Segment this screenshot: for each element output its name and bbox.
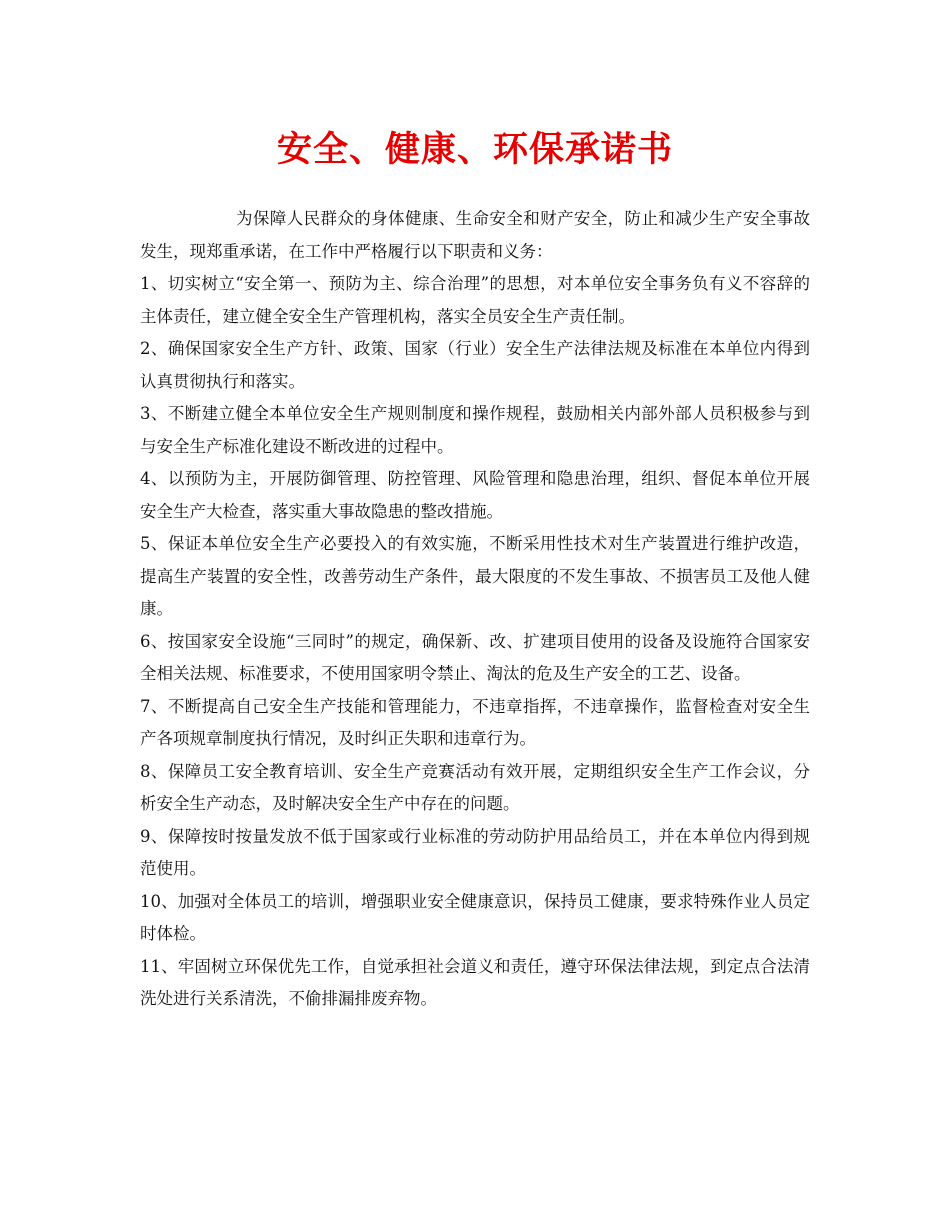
commitment-item: 7、不断提高自己安全生产技能和管理能力，不违章指挥，不违章操作，监督检查对安全生产各项规章制度执行情况，及时纠正失职和违章行为。 <box>140 696 810 748</box>
commitment-item: 8、保障员工安全教育培训、安全生产竞赛活动有效开展，定期组织安全生产工作会议，分析安全生产动态，及时解决安全生产中存在的问题。 <box>140 761 810 813</box>
commitment-item: 4、以预防为主，开展防御管理、防控管理、风险管理和隐患治理，组织、督促本单位开展安全生产大检查，落实重大事故隐患的整改措施。 <box>140 469 810 521</box>
commitment-item: 11、牢固树立环保优先工作，自觉承担社会道义和责任，遵守环保法律法规，到定点合法清洗处进行关系清洗，不偷排漏排废弃物。 <box>140 956 810 1008</box>
document-body <box>140 203 810 1016</box>
commitment-item: 2、确保国家安全生产方针、政策、国家（行业）安全生产法律法规及标准在本单位内得到认真贯彻执行和落实。 <box>140 339 810 391</box>
commitment-item: 10、加强对全体员工的培训，增强职业安全健康意识，保持员工健康，要求特殊作业人员定时体检。 <box>140 891 810 943</box>
commitment-item: 5、保证本单位安全生产必要投入的有效实施，不断采用性技术对生产装置进行维护改造，提高生产装置的安全性，改善劳动生产条件，最大限度的不发生事故、不损害员工及他人健康。 <box>140 534 810 618</box>
document-title: 安全、健康、环保承诺书 <box>276 129 673 170</box>
commitment-item: 1、切实树立“安全第一、预防为主、综合治理”的思想，对本单位安全事务负有义不容辞的主体责任，建立健全安全生产管理机构，落实全员安全生产责任制。 <box>140 274 810 326</box>
commitment-item: 3、不断建立健全本单位安全生产规则制度和操作规程，鼓励相关内部外部人员积极参与到与安全生产标准化建设不断改进的过程中。 <box>140 404 810 456</box>
commitment-item: 9、保障按时按量发放不低于国家或行业标准的劳动防护用品给员工，并在本单位内得到规范使用。 <box>140 826 810 878</box>
commitment-item: 6、按国家安全设施“三同时”的规定，确保新、改、扩建项目使用的设备及设施符合国家安全相关法规、标准要求，不使用国家明令禁止、淘汰的危及生产安全的工艺、设备。 <box>140 631 810 683</box>
intro-paragraph: 为保障人民群众的身体健康、生命安全和财产安全，防止和减少生产安全事故发生，现郑重承诺，在工作中严格履行以下职责和义务： <box>140 209 810 261</box>
